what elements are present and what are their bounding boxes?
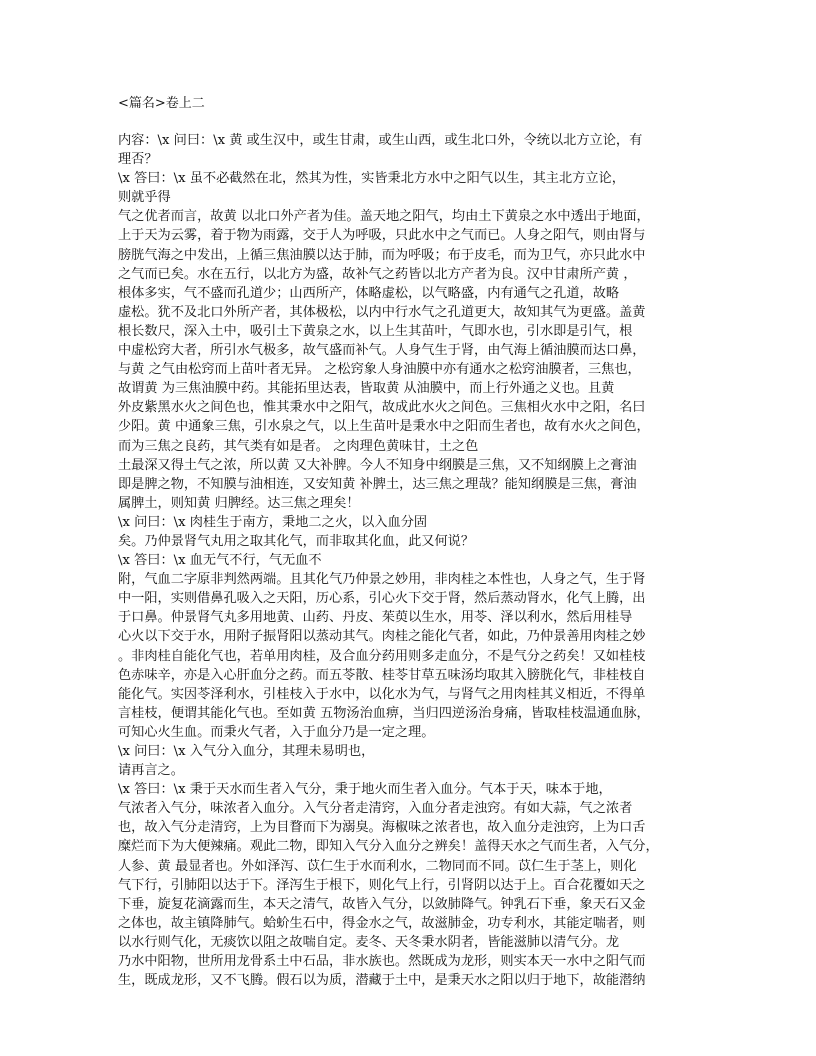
text-line: 理否？ — [118, 152, 158, 168]
text-line: 则就乎得 — [118, 190, 171, 206]
text-line: \x 答曰：\x 血无气不行，气无血不 — [118, 553, 322, 569]
text-line: 也，故入气分走清窍，上为目瞀而下为溺臭。海椒味之浓者也，故入血分走浊窍，上为口舌 — [118, 820, 646, 836]
text-line: 即是脾之物，不知膜与油相连，又安知黄 补脾土，达三焦之理哉？能知纲膜是三焦，膏油 — [118, 476, 637, 492]
text-line: 乃水中阳物，世所用龙骨系土中石品，非水族也。然既成为龙形，则实本天一水中之阳气而 — [118, 954, 646, 970]
text-line: 能化气。实因苓泽利水，引桂枝入于水中，以化水为气，与肾气之用肉桂其义相近，不得单 — [118, 686, 646, 702]
text-line: 外皮紫黑水火之间色也，惟其秉水中之阳气，故成此水火之间色。三焦相火水中之阳，名曰 — [118, 400, 646, 416]
text-line: 下垂，旋复花滴露而生，本天之清气，故皆入气分，以敛肺降气。钟乳石下垂，象天石又金 — [118, 896, 646, 912]
text-line: 心火以下交于水，用附子振肾阳以蒸动其气。肉桂之能化气者，如此，乃仲景善用肉桂之妙 — [118, 629, 646, 645]
text-line: 少阳。黄 中通象三焦，引水泉之气，以上生苗叶是秉水中之阳而生者也，故有水火之间色， — [118, 419, 650, 435]
text-line: 以水行则气化，无痰饮以阻之故喘自定。麦冬、天冬秉水阴者，皆能滋肺以清气分。龙 — [118, 934, 620, 950]
text-line: 人参、黄 最显者也。外如泽泻、苡仁生于水而利水，二物同而不同。苡仁生于茎上，则化 — [118, 858, 637, 874]
chapter-title: <篇名>卷上二 — [118, 96, 205, 111]
text-line: 根长数尺，深入土中，吸引土下黄泉之水，以上生其苗叶，气即水也，引水即是引气，根 — [118, 323, 633, 339]
text-line: 。非肉桂自能化气也，若单用肉桂，及合血分药用则多走血分，不是气分之药矣！又如桂枝 — [118, 648, 646, 664]
text-line: 于口鼻。仲景肾气丸多用地黄、山药、丹皮、茱萸以生水，用苓、泽以利水，然后用桂导 — [118, 610, 633, 626]
text-line: 土最深又得土气之浓，所以黄 又大补脾。今人不知身中纲膜是三焦，又不知纲膜上之膏油 — [118, 457, 637, 473]
text-line: \x 答曰：\x 秉于天水而生者入气分，秉于地火而生者入血分。气本于天，味本于地， — [118, 782, 612, 798]
text-line: 上于天为云雾，着于物为雨露，交于人为呼吸，只此水中之气而已。人身之阳气，则由肾与 — [118, 228, 646, 244]
text-line: 色赤味辛，亦是入心肝血分之药。而五苓散、桂苓甘草五味汤均取其入膀胱化气，非桂枝自 — [118, 667, 646, 683]
text-line: 膀胱气海之中发出，上循三焦油膜以达于肺，而为呼吸；布于皮毛，而为卫气，亦只此水中 — [118, 247, 646, 263]
text-line: 矣。乃仲景肾气丸用之取其化气，而非取其化血，此又何说？ — [118, 533, 475, 549]
text-line: 中虚松窍大者，所引水气极多，故气盛而补气。人身气生于肾，由气海上循油膜而达口鼻， — [118, 343, 646, 359]
document-body — [118, 131, 698, 990]
text-line: 可知心火生血。而秉火气者，入于血分乃是一定之理。 — [118, 724, 435, 740]
text-line: 气下行，引肺阳以达于下。泽泻生于根下，则化气上行，引肾阴以达于上。百合花覆如天之 — [118, 877, 646, 893]
text-line: \x 问曰：\x 入气分入血分，其理未易明也， — [118, 744, 375, 759]
text-line: 中一阳，实则借鼻孔吸入之天阳，历心系，引心火下交于肾，然后蒸动肾水，化气上腾，出 — [118, 591, 646, 607]
text-line: \x 问曰：\x 肉桂生于南方，秉地二之火，以入血分固 — [118, 514, 428, 530]
text-line: 根体多实，气不盛而孔道少；山西所产，体略虚松，以气略盛，内有通气之孔道，故略 — [118, 285, 620, 301]
text-line: 属脾土，则知黄 归脾经。达三焦之理矣！ — [118, 495, 360, 511]
text-line: 言桂枝，便谓其能化气也。至如黄 五物汤治血痹，当归四逆汤治身痛，皆取桂枝温通血脉， — [118, 705, 650, 721]
text-line: 气浓者入气分，味浓者入血分。入气分者走清窍，入血分者走浊窍。有如大蒜，气之浓者 — [118, 801, 633, 817]
text-line: 附，气血二字原非判然两端。且其化气乃仲景之妙用，非肉桂之本性也，人身之气，生于肾 — [118, 572, 646, 588]
text-line: 与黄 之气由松窍而上苗叶者无异。 之松窍象人身油膜中亦有通水之松窍油膜者，三焦也， — [118, 362, 641, 378]
text-line: 气之优者而言，故黄 以北口外产者为佳。盖天地之阳气，均由土下黄泉之水中透出于地面， — [118, 209, 650, 225]
text-line: 内容：\x 问曰：\x 黄 或生汉中，或生甘肃，或生山西，或生北口外，令统以北方立论，有 — [118, 133, 643, 148]
text-line: 之气而已矣。水在五行，以北方为盛，故补气之药皆以北方产者为良。汉中甘肃所产黄 ， — [118, 266, 637, 282]
text-line: 故谓黄 为三焦油膜中药。其能拓里达表，皆取黄 从油膜中，而上行外通之义也。且黄 — [118, 381, 615, 397]
text-line: 生，既成龙形，又不飞腾。假石以为质，潜藏于土中，是秉天水之阳以归于地下，故能潜纳 — [118, 973, 646, 989]
text-line: 虚松。犹不及北口外所产者，其体极松，以内中行水气之孔道更大，故知其气为更盛。盖黄 — [118, 304, 646, 320]
text-line: 请再言之。 — [118, 763, 184, 779]
text-line: 糜烂而下为大便辣痛。观此二物，即知入气分入血分之辨矣！盖得天水之气而生者，入气分， — [118, 839, 659, 855]
text-line: 而为三焦之良药，其气类有如是者。 之肉理色黄味甘，土之色 — [118, 438, 479, 454]
text-line: \x 答曰：\x 虽不必截然在北，然其为性，实皆秉北方水中之阳气以生，其主北方立论， — [118, 171, 625, 187]
text-line: 之体也，故主镇降肺气。蛤蚧生石中，得金水之气，故滋肺金，功专利水，其能定喘者，则 — [118, 915, 646, 931]
